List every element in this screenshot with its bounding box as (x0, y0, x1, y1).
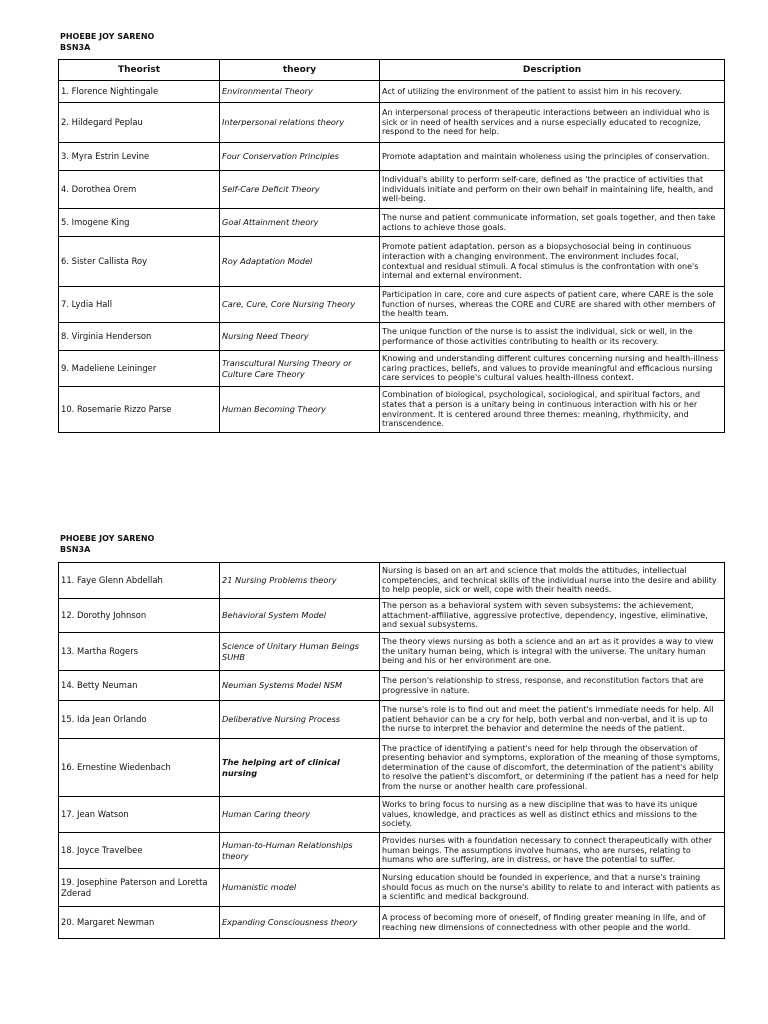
description-cell: Act of utilizing the environment of the patient to assist him in his recovery. (380, 81, 725, 103)
theory-cell: 21 Nursing Problems theory (220, 563, 380, 599)
table-row (59, 869, 725, 907)
description-cell: Promote patient adaptation. person as a biopsychosocial being in continuous interaction with a changing environment. The environment includes focal, contextual and residual stimuli. A focal stimulus is the confrontation with one's internal and external environment. (380, 237, 725, 287)
description-cell: Individual's ability to perform self-care, defined as 'the practice of activities that individuals initiate and perform on their own behalf in maintaining life, health, and well-being. (380, 171, 725, 209)
theorist-cell: 16. Ernestine Wiedenbach (59, 739, 220, 797)
description-cell: The person as a behavioral system with seven subsystems: the achievement, attachment-affiliative, aggressive protective, dependency, ingestive, eliminative, and sexual subsystems. (380, 599, 725, 633)
theory-cell: Neuman Systems Model NSM (220, 671, 380, 701)
table-row (59, 797, 725, 833)
theorist-cell: 9. Madeliene Leininger (59, 351, 220, 387)
description-cell: A process of becoming more of oneself, of finding greater meaning in life, and of reaching new dimensions of connectedness with other people and the world. (380, 907, 725, 939)
theory-cell: Transcultural Nursing Theory or Culture Care Theory (220, 351, 380, 387)
theorist-cell: 7. Lydia Hall (59, 287, 220, 323)
table-body-2 (59, 563, 725, 939)
theorist-cell: 15. Ida Jean Orlando (59, 701, 220, 739)
theory-cell: Care, Cure, Core Nursing Theory (220, 287, 380, 323)
theory-cell: Human Caring theory (220, 797, 380, 833)
description-cell: The nurse's role is to find out and meet the patient's immediate needs for help. All patient behavior can be a cry for help, both verbal and non-verbal, and it is up to the nurse to interpret the behavior and determine the needs of the patient. (380, 701, 725, 739)
theorist-cell: 19. Josephine Paterson and Loretta Zderad (59, 869, 220, 907)
header-page2 (60, 533, 154, 555)
table-row (59, 387, 725, 433)
description-cell: The theory views nursing as both a science and an art as it provides a way to view the unitary human being, which is integral with the universe. The unitary human being and his or her environment are one. (380, 633, 725, 671)
table-row (59, 323, 725, 351)
col-theorist: Theorist (59, 60, 220, 81)
table-row (59, 237, 725, 287)
theory-cell: Science of Unitary Human Beings SUHB (220, 633, 380, 671)
table-row (59, 599, 725, 633)
table-row (59, 833, 725, 869)
theorist-cell: 12. Dorothy Johnson (59, 599, 220, 633)
theorist-cell: 6. Sister Callista Roy (59, 237, 220, 287)
col-description: Description (380, 60, 725, 81)
student-section: BSN3A (60, 43, 91, 52)
theory-cell: Human-to-Human Relationships theory (220, 833, 380, 869)
description-cell: The practice of identifying a patient's need for help through the observation of presenting behavior and symptoms, exploration of the meaning of those symptoms, determination of the cause of discomfort, the determination of the patient's ability to resolve the patient's discomfort, or determining if the patient has a need for help from the nurse or another health care professional. (380, 739, 725, 797)
table-row (59, 671, 725, 701)
table-row (59, 103, 725, 143)
theorist-cell: 5. Imogene King (59, 209, 220, 237)
theory-cell: Human Becoming Theory (220, 387, 380, 433)
table-row (59, 209, 725, 237)
table-row (59, 563, 725, 599)
description-cell: Provides nurses with a foundation necessary to connect therapeutically with other human beings. The assumptions involve humans, who are nurses, relating to humans who are suffering, are in distress, or have the potential to suffer. (380, 833, 725, 869)
table-row (59, 739, 725, 797)
theory-cell: Nursing Need Theory (220, 323, 380, 351)
theorist-cell: 2. Hildegard Peplau (59, 103, 220, 143)
theorist-cell: 17. Jean Watson (59, 797, 220, 833)
table-row (59, 907, 725, 939)
description-cell: Knowing and understanding different cultures concerning nursing and health-illness caring practices, beliefs, and values to provide meaningful and efficacious nursing care services to people's cultural values health-illness context. (380, 351, 725, 387)
theorist-cell: 13. Martha Rogers (59, 633, 220, 671)
table-body-1 (59, 81, 725, 433)
description-cell: Works to bring focus to nursing as a new discipline that was to have its unique values, knowledge, and practices as well as distinct ethics and missions to the society. (380, 797, 725, 833)
theorist-cell: 14. Betty Neuman (59, 671, 220, 701)
theorist-table-2 (58, 562, 725, 939)
theorist-cell: 11. Faye Glenn Abdellah (59, 563, 220, 599)
theory-cell: Expanding Consciousness theory (220, 907, 380, 939)
table-row (59, 143, 725, 171)
theorist-table-1 (58, 59, 725, 433)
description-cell: Nursing is based on an art and science that molds the attitudes, intellectual competencies, and technical skills of the individual nurse into the desire and ability to help people, sick or well, cope with their health needs. (380, 563, 725, 599)
theory-cell: Behavioral System Model (220, 599, 380, 633)
description-cell: The person's relationship to stress, response, and reconstitution factors that are progressive in nature. (380, 671, 725, 701)
student-section: BSN3A (60, 545, 91, 554)
description-cell: Promote adaptation and maintain wholeness using the principles of conservation. (380, 143, 725, 171)
description-cell: The nurse and patient communicate information, set goals together, and then take actions to achieve those goals. (380, 209, 725, 237)
student-name: PHOEBE JOY SARENO (60, 534, 155, 543)
theorist-cell: 8. Virginia Henderson (59, 323, 220, 351)
col-theory: theory (220, 60, 380, 81)
theory-cell: Humanistic model (220, 869, 380, 907)
theorist-cell: 1. Florence Nightingale (59, 81, 220, 103)
theory-cell: Interpersonal relations theory (220, 103, 380, 143)
description-cell: Participation in care, core and cure aspects of patient care, where CARE is the sole function of nurses, whereas the CORE and CURE are shared with other members of the health team. (380, 287, 725, 323)
theory-cell: Self-Care Deficit Theory (220, 171, 380, 209)
table-row (59, 171, 725, 209)
theory-cell: Four Conservation Principles (220, 143, 380, 171)
table-row (59, 351, 725, 387)
theory-cell: The helping art of clinical nursing (220, 739, 380, 797)
theorist-cell: 4. Dorothea Orem (59, 171, 220, 209)
description-cell: The unique function of the nurse is to assist the individual, sick or well, in the performance of those activities contributing to health or its recovery. (380, 323, 725, 351)
table-row (59, 287, 725, 323)
theory-cell: Roy Adaptation Model (220, 237, 380, 287)
theorist-cell: 20. Margaret Newman (59, 907, 220, 939)
theory-cell: Goal Attainment theory (220, 209, 380, 237)
table-row (59, 701, 725, 739)
student-name: PHOEBE JOY SARENO (60, 32, 155, 41)
theorist-cell: 3. Myra Estrin Levine (59, 143, 220, 171)
theory-cell: Environmental Theory (220, 81, 380, 103)
theory-cell: Deliberative Nursing Process (220, 701, 380, 739)
table-row (59, 633, 725, 671)
description-cell: An interpersonal process of therapeutic interactions between an individual who is sick or in need of health services and a nurse especially educated to recognize, respond to the need for help. (380, 103, 725, 143)
header-page1 (60, 31, 154, 53)
table-header-row (59, 60, 725, 81)
table-row (59, 81, 725, 103)
description-cell: Combination of biological, psychological, sociological, and spiritual factors, and states that a person is a unitary being in continuous interaction with his or her environment. It is centered around three themes: meaning, rhythmicity, and transcendence. (380, 387, 725, 433)
theorist-cell: 10. Rosemarie Rizzo Parse (59, 387, 220, 433)
description-cell: Nursing education should be founded in experience, and that a nurse's training should focus as much on the nurse's ability to relate to and interact with patients as a scientific and medical background. (380, 869, 725, 907)
theorist-cell: 18. Joyce Travelbee (59, 833, 220, 869)
